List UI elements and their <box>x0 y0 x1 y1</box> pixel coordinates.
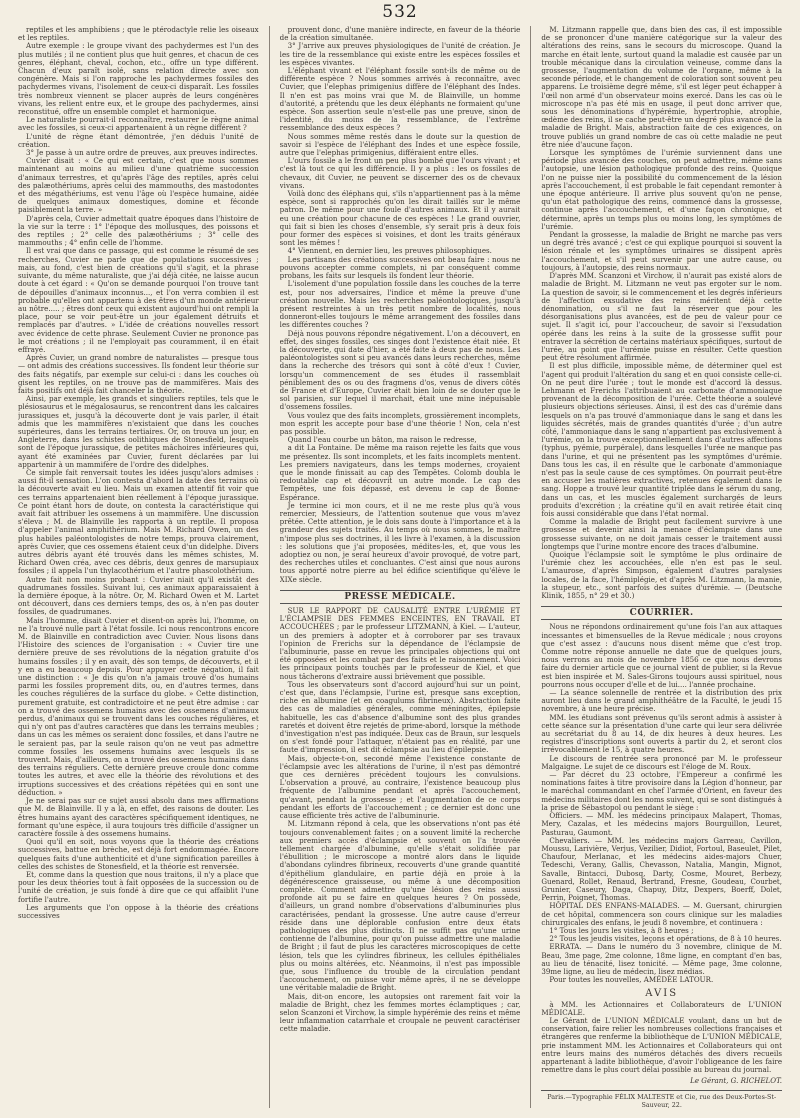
paragraph: Le discours de rentrée sera prononcé par M. le professeur Malgaigne. Le sujet de ce discours est l'éloge de M. Roux. <box>541 753 783 771</box>
paragraph: Voilà donc des éléphans qui, s'ils n'appartiennent pas à la même espèce, sont si rapprochés qu'on les dirait taillés sur le même patron. De même pour une foule d'autres animaux. Et il y aurait eu une création pour chacune de ces espèces ! Le grand ouvrier, qui fait si bien les choses d'ensemble, s'y serait pris à deux fois pour former des espèces si voisines, et dont les traits généraux sont les mêmes ! <box>279 189 521 248</box>
paragraph: Vous voulez que des faits incomplets, grossièrement incomplets, mon esprit les accepte pour base d'une théorie ! Non, cela n'est pas possible. <box>279 410 521 436</box>
paragraph: Quoi qu'il en soit, nous voyons que la théorie des créations successives, battue en brèche, est déjà fort endommagée. Encore quelques faits d'une authenticité et d'une signification pareilles à celles des schistes de Stonesfield, et la théorie est renversée. <box>18 837 259 871</box>
paragraph: Après Cuvier, un grand nombre de naturalistes — presque tous — ont admis des créations successives. Ils fondent leur théorie sur des faits négatifs, par exemple sur celui-ci : dans les couches où gisent les reptiles, on ne trouve pas de mammifères. Mais des faits positifs ont déjà fait chanceler la théorie. <box>18 353 259 395</box>
paragraph: Les partisans des créations successives ont beau faire : nous ne pouvons accepter comme complets, ni par conséquent comme probans, les faits sur lesquels ils fondent leur théorie. <box>279 254 521 281</box>
paragraph: ERRATA. — Dans le numéro du 3 novembre, clinique de M. Beau, 3me page, 2me colonne, 18me ligne, en comptant d'en bas, au lieu de ténacité, lisez tonicité. — Même page, 3me colonne, 39me ligne, au lieu de médecin, lisez médias. <box>541 942 783 976</box>
courrier-heading: COURRIER. <box>541 606 782 620</box>
avis-section <box>541 1001 782 1075</box>
paragraph: Quand l'eau courbe un bâton, ma raison le redresse, <box>287 435 477 445</box>
text-columns <box>18 26 782 1108</box>
paragraph: M. Litzmann répond à cela, que les observations n'ont pas été toujours convenablement faites ; on a souvent limité la recherche aux premiers accès d'éclampsie et souvent on l'a trouvée tellement chargée d'albumine, qu'elle s'était solidifiée par l'ébullition ; le microscope a montré alors dans le liquide d'abondans cylindres fibrineux, recouverts d'une grande quantité d'épithélium glandulaire, en partie déjà en proie à la dégénérescence graisseuse, ou même à une décomposition complète. Comment admettre qu'une lésion des reins aussi profonde ait pu se faire en quelques heures ? On possède, d'ailleurs, un grand nombre d'observations d'albuminuries plus caractérisées, pendant la grossesse. Une autre cause d'erreur réside dans une déplorable confusion entre deux états pathologiques des plus distincts. Il ne suffit pas qu'une urine contienne de l'albumine, pour qu'on puisse admettre une maladie de Bright ; il faut de plus les caractères microscopiques de cette lésion, tels que les cylindres fibrineux, les cellules épithéliales plus ou moins altérées, etc. Néanmoins, il n'est pas impossible que, sous l'influence du trouble de la circulation pendant l'accouchement, on puisse voir même après, il ne se développe une véritable maladie de Bright. <box>279 819 521 993</box>
paragraph: L'unité de règne étant démontrée, j'en déduis l'unité de création. <box>18 131 259 149</box>
paragraph: Les arguments que l'on oppose à la théorie des créations successives <box>18 902 259 920</box>
paragraph: Ainsi, par exemple, les grands et singuliers reptiles, tels que le plésiosaurus et le mégalosaurus, se rencontrent dans les calcaires jurassiques et, jusqu'à la découverte dont je vais parler, il était admis que les mammifères n'existaient que dans les couches supérieures, dans les terrains tertiaires. Or, on trouva un jour, en Angleterre, dans les schistes oolithiques de Stonesfield, lesquels sont de l'époque jurassique, de petites mâchoires inférieures qui, ayant été examinées par Cuvier, furent déclarées par lui appartenir à un mammifère de l'ordre des didelphes. <box>18 394 259 469</box>
avis-title: AVIS <box>645 988 679 1000</box>
column-2-body <box>280 26 521 584</box>
paragraph: Et, comme dans la question que nous traitons, il n'y a place que pour les deux théories tout à fait opposées de la succession ou de l'unité de création, je suis fondé à dire que ce qui affaiblit l'une fortifie l'autre. <box>18 869 259 904</box>
paragraph: 1° Tous les jours les visites, à 8 heures ; <box>549 925 694 935</box>
paragraph: Chevaliers. — MM. les médecins majors Garreau, Cavillon, Moussu, Larivière, Verjus, Vezilier, Didiot, Fortoul, Baseulet, Pilet, Chaufour, Merlanac, et les médecins aides-majors Chuer, Tedeschi, Verany, Gallis, Chevasson, Natalia, Mangin, Mignot, Savalle, Bintacci, Dubosq, Darty, Cosme, Mouret, Berbezy, Guenard, Rollet, Renaud, Bertrand, Fresne, Goudeau, Courbet, Grunier, Caseury, Daga, Chapuy, Ditz, Dexpers, Boerff, Dolet, Perrin, Poignet, Thomas. <box>541 835 783 903</box>
page-number: 532 <box>382 2 418 22</box>
paragraph: Mais, objecte-t-on, secondé même l'existence constante de l'éclampsie avec les altérations de l'urine, il n'est pas démontré que ces dernières précèdent toujours les convulsions. L'observation a prouvé, au contraire, l'existence beaucoup plus fréquente de l'albumine pendant et après l'accouchement, qu'avant, pendant la grossesse ; et l'augmentation de ce corps pendant les efforts de l'accouchement ; ce dernier est donc une cause efficiente très active de l'albuminurie. <box>279 753 521 821</box>
column-3-body <box>541 26 782 600</box>
column-divider <box>269 26 270 1108</box>
paragraph: Il est plus difficile, impossible même, de déterminer quel est l'agent qui produit l'altération du sang et en quoi consiste celle-ci. On ne peut dire l'urée ; tout le monde est d'accord là dessus. Lehmann et Frerichs l'attribuaient au carbonate d'ammoniaque provenant de la décomposition de l'urée. Cette théorie a soulevé plusieurs objections sérieuses. Ainsi, il est des cas d'urémie dans lesquels on n'a pas trouvé d'ammoniaque dans le sang et dans les liquides sécrétés, mais de grandes quantités d'urée ; d'un autre côté, l'ammoniaque dans le sang n'appartient pas exclusivement à l'urémie, on la trouve exceptionnellement dans d'autres affections (typhus, pyémie, purpérale), dans lesquelles l'urée ne manque pas dans l'urine, et qui ne présentent pas les symptômes d'urémie. Dans tous les cas, il en résulte que le carbonate d'ammoniaque n'est pas la seule cause de ces symptômes. On pourrait peut-être en accuser les matières extractives, retenues également dans le sang. Hoppe a trouvé leur quantité triplée dans le sérum du sang, dans un cas, et les muscles également surchargés de leurs produits d'excrétion ; la créatine qu'il en avait retirée était cinq fois aussi considérable que dans l'état normal. <box>541 361 783 518</box>
paragraph: a dit La Fontaine. De même ma raison rejette les faits que vous me présentez. Ils sont incomplets, et les faits incomplets mentent. Les premiers navigateurs, dans les temps modernes, croyaient que le monde finissait au cap des Tempêtes. Colomb doubla le redoutable cap et découvrit un autre monde. Le cap des Tempêtes, une fois dépassé, est devenu le cap de Bonne-Espérance. <box>279 443 521 502</box>
paragraph: Pendant la grossesse, la maladie de Bright ne marche pas vers un degré très avancé ; c'est ce qui explique pourquoi si souvent la lésion rénale et les symptômes urinaires se dissipent après l'accouchement, et s'il peut survenir par une autre cause, ou toujours, à l'autopsie, des reins normaux. <box>541 230 783 272</box>
paragraph: Pour toutes les nouvelles, AMÉDÉE LATOUR. <box>549 975 714 985</box>
paragraph: Nous ne répondons ordinairement qu'une fois l'an aux attaques incessantes et bimensuelles de la Revue médicale ; nous croyons que c'est assez : d'aucuns nous disent même que c'est trop. Comme notre réponse annuelle ne date que de quelques jours, nous verrons au mois de novembre 1856 ce que nous devrons faire du dernier article que ce journal vient de publier, si la Revue est bien inspirée et M. Sales-Girons toujours aussi spirituel, nous pourrons nous occuper d'elle et de lui.... l'année prochaine. <box>541 622 783 689</box>
paragraph: Autre exemple : le groupe vivant des pachydermes est l'un des plus mutilés ; il ne contient plus que huit genres, et chacun de ces genres, éléphant, cheval, cochon, etc., offre un type différent. Chacun d'eux paraît isolé, sans relation directe avec son congénère. Mais si l'on rapproche les pachydermes fossiles des pachydermes vivans, l'isolement de ceux-ci disparaît. Les fossiles très nombreux viennent se placer auprès de leurs congénères vivans, les relient entre eux, et le groupe des pachydermes, ainsi reconstitué, offre un ensemble complet et harmonique. <box>18 41 259 117</box>
paragraph: Je termine ici mon cours, et il ne me reste plus qu'à vous remercier, Messieurs, de l'attention soutenue que vous m'avez prêtée. Cette attention, je le dois sans doute à l'importance et à la grandeur des sujets traités. Au temps où nous sommes, le maître n'impose plus ses doctrines, il les livre à l'examen, à la discussion : les solutions que j'ai proposées, médites-les, et, que vous les adoptiez ou non, je serai heureux d'avoir provoqué, de votre part, des recherches utiles et concluantes. C'est ainsi que nous aurons tous apporté notre pierre au bel édifice scientifique qu'élève le XIXe siècle. <box>279 500 521 584</box>
paragraph: Ce simple fait renversait toutes les idées jusqu'alors admises : aussi fit-il sensation. L'on contesta d'abord la date des terrains où la découverte avait eu lieu. Mais un examen attentif fit voir que ces terrains appartenaient bien réellement à l'époque jurassique. Ce point étant hors de doute, on contesta la caractéristique qui avait fait attribuer les ossemens à un mammifère. Une discussion s'éleva ; M. de Blainville les rapporta à un reptile. Il proposa d'appeler l'animal amphithérium. Mais M. Richard Owen, un des plus habiles paléontologistes de notre temps, prouva clairement, après Cuvier, que ces ossemens étaient ceux d'un didelphe. Divers autres débris ayant été trouvés dans les mêmes schistes, M. Richard Owen créa, avec ces débris, deux genres de marsupiaux fossiles ; il appela l'un thylacothérium et l'autre phascolothérium. <box>18 467 259 576</box>
paragraph: Le naturaliste pourrait-il reconnaître, restaurer le règne animal avec les fossiles, si ceux-ci appartenaient à un règne différent ? <box>18 115 259 133</box>
paragraph: D'après MM. Scanzoni et Virchow, il n'aurait pas existé alors de maladie de Bright. M. Litzmann ne veut pas ergoter sur le nom. La question de savoir, si le commencement et les degrés inférieurs de l'affection exsudative des reins méritent déjà cette dénomination, ou s'il ne faut la réserver que pour les désorganisations plus avancées, est de peu de valeur pour ce sujet. Il s'agit ici, pour l'accoucheur, de savoir si l'exsudation opérée dans les reins à la suite de la grossesse suffit pour entraver la sécrétion de certains matériaux spécifiques, surtout de l'urée, au point que l'urémie puisse en résulter. Cette question peut être résolument affirmée. <box>541 271 783 363</box>
printer-footer: Paris.—Typographie FÉLIX MALTESTE et Cie, rue des Deux-Portes-St-Sauveur, 22. <box>541 1090 782 1108</box>
paragraph: 2° Tous les jeudis visites, leçons et opérations, de 8 à 10 heures. <box>549 934 782 944</box>
gerant-signature: Le Gérant, G. RICHELOT. <box>690 1076 783 1086</box>
paragraph: D'après cela, Cuvier admettait quatre époques dans l'histoire de la vie sur la terre : 1° l'époque des mollusques, des poissons et des reptiles ; 2° celle des palæothériums ; 3° celle des mammouths ; 4° enfin celle de l'homme. <box>18 213 259 248</box>
paragraph: Autre fait non moins probant : Cuvier niait qu'il existât des quadrumanes fossiles. Suivant lui, ces animaux apparaissaient à la dernière époque, à la nôtre. Or, M. Richard Owen et M. Lartet ont découvert, dans ces derniers temps, des os, à n'en pas douter fossiles, de quadrumanes. <box>18 574 259 617</box>
paragraph: SUR LE RAPPORT DE CAUSALITÉ ENTRE L'URÉMIE ET L'ÉCLAMPSIE DES FEMMES ENCEINTES, EN TRAVAIL ET ACCOUCHÉES ; par le professeur LITZMANN, à Kiel. — L'auteur, un des premiers à adopter et à corroborer par ses travaux l'opinion de Frerichs sur la dépendance de l'éclampsie de l'albuminurie, passe en revue les principales objections qui ont été opposées et les combat par des faits et le raisonnement. Voici les principaux points touchés par le professeur de Kiel, et que nous tâcherons d'extraire aussi brièvement que possible. <box>279 606 521 681</box>
paragraph: L'éléphant vivant et l'éléphant fossile sont-ils de même ou de différente espèce ? Nous sommes arrivés à reconnaître, avec Cuvier, que l'elephas primigenius diffère de l'éléphant des Indes. Il n'en est pas moins vrai que M. de Blainville, un homme d'autorité, a prétendu que les deux éléphants ne formaient qu'une espèce. Son assertion seule n'est-elle pas une preuve, sinon de l'identité, du moins de la ressemblance, de l'extrême ressemblance des deux espèces ? <box>279 66 521 133</box>
column-1 <box>18 26 259 1108</box>
paragraph: Cuvier disait : « Ce qui est certain, c'est que nous sommes maintenant au moins au milieu d'une quatrième succession d'animaux terrestres, et qu'après l'âge des reptiles, après celui des palæothériums, après celui des mammouths, des mastodontes et des mégathériums, est venu l'âge où l'espèce humaine, aidée de quelques animaux domestiques, domine et féconde paisiblement la terre. » <box>18 156 259 215</box>
presse-medicale-article <box>280 607 521 1034</box>
paragraph: Je ne serai pas sur ce sujet aussi absolu dans mes affirmations que M. de Blainville. Il y a là, en effet, des raisons de douter. Les êtres humains ayant des caractères spécifiquement identiques, ne formant qu'une espèce, il aura toujours très difficile d'assigner un caractère fossile à des ossemens humains. <box>18 796 259 838</box>
paragraph: reptiles et les amphibiens ; que le ptérodactyle relie les oiseaux et les reptiles. <box>18 26 259 43</box>
paragraph: M. Litzmann rappelle que, dans bien des cas, il est impossible de se prononcer d'une manière catégorique sur la valeur des altérations des reins, sans le secours du microscope. Quand la marche en était lente, surtout quand la maladie est causée par un trouble mécanique dans la circulation veineuse, comme dans la grossesse, l'augmentation du volume de l'organe, même à la seconde période, et le changement de coloration sont souvent peu apparens. Le troisième degré même, s'il est léger peut échapper à l'œil non armé d'un observateur moins exercé. Dans les cas où le microscope n'a pas été mis en usage, il peut donc arriver que, sous les dénominations d'hypérémie, hypertrophie, atrophie, œdème des reins, il se cache peut-être un degré plus avancé de la maladie de Bright. Mais, abstraction faite de ces exigences, on trouve publiés un grand nombre de cas où cette maladie ne peut être niée d'aucune façon. <box>541 26 783 149</box>
paragraph: L'isolement d'une population fossile dans les couches de la terre est, pour nos adversaires, l'indice et même la preuve d'une création nouvelle. Mais les recherches paléontologiques, jusqu'à présent restreintes à un très petit nombre de localités, nous donneront-elles toujours le même arrangement des fossiles dans les différentes couches ? <box>279 279 521 330</box>
paragraph: Quoique l'éclampsie soit le symptôme le plus ordinaire de l'urémie chez les accouchées, elle n'en est pas le seul. L'amaurose, d'après Simpson, également d'autres paralysies locales, de la face, l'hémiplégie, et d'après M. Litzmann, la manie, la stupeur, etc., sont parfois des suites d'urémie. — (Deutsche Klinik, 1855, n° 29 et 30.) <box>541 550 783 601</box>
paragraph: Déjà nous pouvons répondre négativement. L'on a découvert, en effet, des singes fossiles, ces singes dont l'existence était niée. Et la découverte, qui date d'hier, a été faite à deux pas de nous. Les paléontologistes sont si peu avancés dans leurs recherches, même dans la recherche des trésors qui sont à côté d'eux ! Cuvier, lorsqu'un commencement de ses études il rassemblait péniblement des os ou des fragmens d'os, venus de divers côtés de France et d'Europe, Cuvier était bien loin de se douter que le sol parisien, sur lequel il marchait, était une mine inépuisable d'ossemens fossiles. <box>279 328 521 412</box>
paragraph: à MM. les Actionnaires et Collaborateurs de L'UNION MÉDICALE. <box>541 999 783 1017</box>
paragraph: Nous sommes même restés dans le doute sur la question de savoir si l'espèce de l'éléphant des Indes et une espèce fossile, autre que l'elephas primigenius, différaient entre elles. <box>279 131 521 158</box>
paragraph: 4° Viennent, en dernier lieu, les preuves philosophiques. <box>287 246 492 256</box>
paragraph: — La séance solennelle de rentrée et la distribution des prix auront lieu dans le grand amphithéâtre de la Faculté, le jeudi 15 novembre, à une heure précise. <box>541 688 783 714</box>
paragraph: — Par décret du 23 octobre, l'Empereur a confirmé les nominations faites à titre provisoire dans la Légion d'honneur, par le maréchal commandant en chef l'armée d'Orient, en faveur des médecins militaires dont les noms suivent, qui se sont distingués à la prise de Sébastopol ou pendant le siège : <box>541 770 783 812</box>
paragraph: Le Gérant de L'UNION MÉDICALE voulant, dans un but de conservation, faire relier les nombreuses collections françaises et étrangères que renferme la bibliothèque de L'UNION MÉDICALE, prie instamment MM. les Actionnaires et Collaborateurs qui ont entre leurs mains des numéros détachés des divers recueils appartenant à ladite bibliothèque, d'avoir l'obligeance de les faire remettre dans le plus court délai possible au bureau du journal. <box>541 1015 783 1075</box>
paragraph: HÔPITAL DES ENFANS-MALADES. — M. Guersant, chirurgien de cet hôpital, commencera son cours clinique sur les maladies chirurgicales des enfans, le jeudi 8 novembre, et continuera : <box>541 901 783 927</box>
paragraph: Tous les observateurs sont d'accord aujourd'hui sur un point, c'est que, dans l'éclampsie, l'urine est, presque sans exception, riche en albumine (et en coagulums fibrineux). Abstraction faite des cas de maladies générales, comme méningites, épilepsie habituelle, les cas d'absence d'albumine sont des plus grandes raretés et doivent être rejetés de prime-abord, lorsque la méthode d'investigation n'est pas indiquée. Deux cas de Braun, sur lesquels on s'est fondé pour l'attaquer, n'étaient pas en réalité, par une faute d'impression, il est dit éclampsie au lieu d'épilepsie. <box>279 679 521 755</box>
paragraph: Il est vrai que dans ce passage, qui est comme le résumé de ses recherches, Cuvier ne parle que de populations successives ; mais, au fond, c'est bien de créations qu'il s'agit, et la phrase suivante, du même naturaliste, que j'ai déjà citée, ne laisse aucun doute à cet égard : « Qu'on se demande pourquoi l'on trouve tant de dépouilles d'animaux inconnus..., et l'on verra combien il est probable qu'elles ont appartenu à des êtres d'un monde antérieur au nôtre..... ; êtres dont ceux qui existent aujourd'hui ont rempli la place, pour se voir peut-être un jour également détruits et remplacés par d'autres. » L'idée de créations nouvelles ressort avec évidence de cette phrase. Seulement Cuvier ne prononce pas le mot créations ; il ne l'employait pas couramment, il en était effrayé. <box>18 246 259 354</box>
column-divider <box>530 26 531 1108</box>
column-2 <box>280 26 521 1108</box>
paragraph: Mais l'homme, disait Cuvier et disent-on après lui, l'homme, on ne l'a trouvé nulle part à l'état fossile. Ici nous rencontrons encore M. de Blainville en contradiction avec Cuvier. Nous lisons dans l'Histoire des sciences de l'organisation : « Cuvier tire une dernière preuve de ses révolutions de la négation gratuite d'os humains fossiles ; il y en avait, dès son temps, de découverts, et il y en a eu beaucoup depuis. Pour appuyer cette négation, il fait une distinction : « Je dis qu'on n'a jamais trouvé d'os humains parmi les fossiles proprement dits, ou, en d'autres termes, dans les couches régulières de la surface du globe. » Cette distinction, purement gratuite, est contradictoire et ne peut être admise : car on a trouvé des ossemens humains avec des ossemens d'animaux perdus, d'animaux qui se trouvent dans les couches régulières, et qui n'y ont pas d'autres caractères que dans les terrains meubles ; dans un cas les mêmes os seraient donc fossiles, et dans l'autre ne le seraient pas, par la seule raison qu'on ne veut pas admettre comme fossiles les ossemens humains avec lesquels ils se trouvent. Mais, d'ailleurs, on a trouvé des ossemens humains dans des terrains réguliers. Cette dernière preuve croule donc comme toutes les autres, et avec elle la théorie des révolutions et des irruptions successives et des créations répétées qui en sont une déduction. » <box>18 615 259 797</box>
paragraph: Officiers. — MM. les médecins principaux Malapert, Thomas, Mery, Cazalas, et les médecins majors Bourguillon, Leuret, Pasturau, Gaumont. <box>541 811 783 837</box>
paragraph: Comme la maladie de Bright peut facilement survivre à une grossesse et devenir ainsi la menace d'éclampsie dans une grossesse suivante, on ne doit jamais cesser le traitement aussi longtemps que l'urine montre encore des traces d'albumine. <box>541 517 783 551</box>
paragraph: prouvent donc, d'une manière indirecte, en faveur de la théorie de la création simultanée. <box>279 26 521 43</box>
column-3 <box>541 26 782 1108</box>
paragraph: Mais, dit-on encore, les autopsies ont rarement fait voir la maladie de Bright, chez les femmes mortes éclamptiques ; car, selon Scanzoni et Virchow, la simple hypérémie des reins et même leur inflammation catarrhale et croupale ne peuvent caractériser cette maladie. <box>279 991 521 1034</box>
courrier-section <box>541 623 782 984</box>
paragraph: MM. les étudians sont prévenus qu'ils seront admis à assister à cette séance sur la présentation d'une carte qui leur sera délivrée au secrétariat du 8 au 14, de dix heures à deux heures. Les registres d'inscriptions sont ouverts à partir du 2, et seront clos irrévocablement le 15, à quatre heures. <box>541 712 783 755</box>
paragraph: 3° J'arrive aux preuves physiologiques de l'unité de création. Je les tire de la ressemblance qui existe entre les espèces fossiles et les espèces vivantes. <box>279 41 521 67</box>
paragraph: Lorsque les symptômes de l'urémie surviennent dans une période plus avancée des couches, on peut admettre, même sans l'autopsie, une lésion pathologique profonde des reins. Quoique l'on ne puisse nier la possibilité du commencement de la lésion après l'accouchement, il est probable le fait cependant remonter à une époque antérieure. Il arrive plus souvent qu'on ne pense, qu'un état pathologique des reins, commencé dans la grossesse, continue après l'accouchement, et d'une façon chronique, et détermine, après un temps plus ou moins long, les symptômes de l'urémie. <box>541 148 783 231</box>
paragraph: L'ours fossile a le front un peu plus bombé que l'ours vivant ; et c'est là tout ce qui les différencie. Il y a plus : les os fossiles de chevaux, dit Cuvier, ne peuvent se discerner des os de chevaux vivans. <box>279 156 521 190</box>
presse-medicale-heading: PRESSE MÉDICALE. <box>280 590 521 604</box>
paragraph: 3° Je passe à un autre ordre de preuves, aux preuves indirectes. <box>26 148 258 158</box>
